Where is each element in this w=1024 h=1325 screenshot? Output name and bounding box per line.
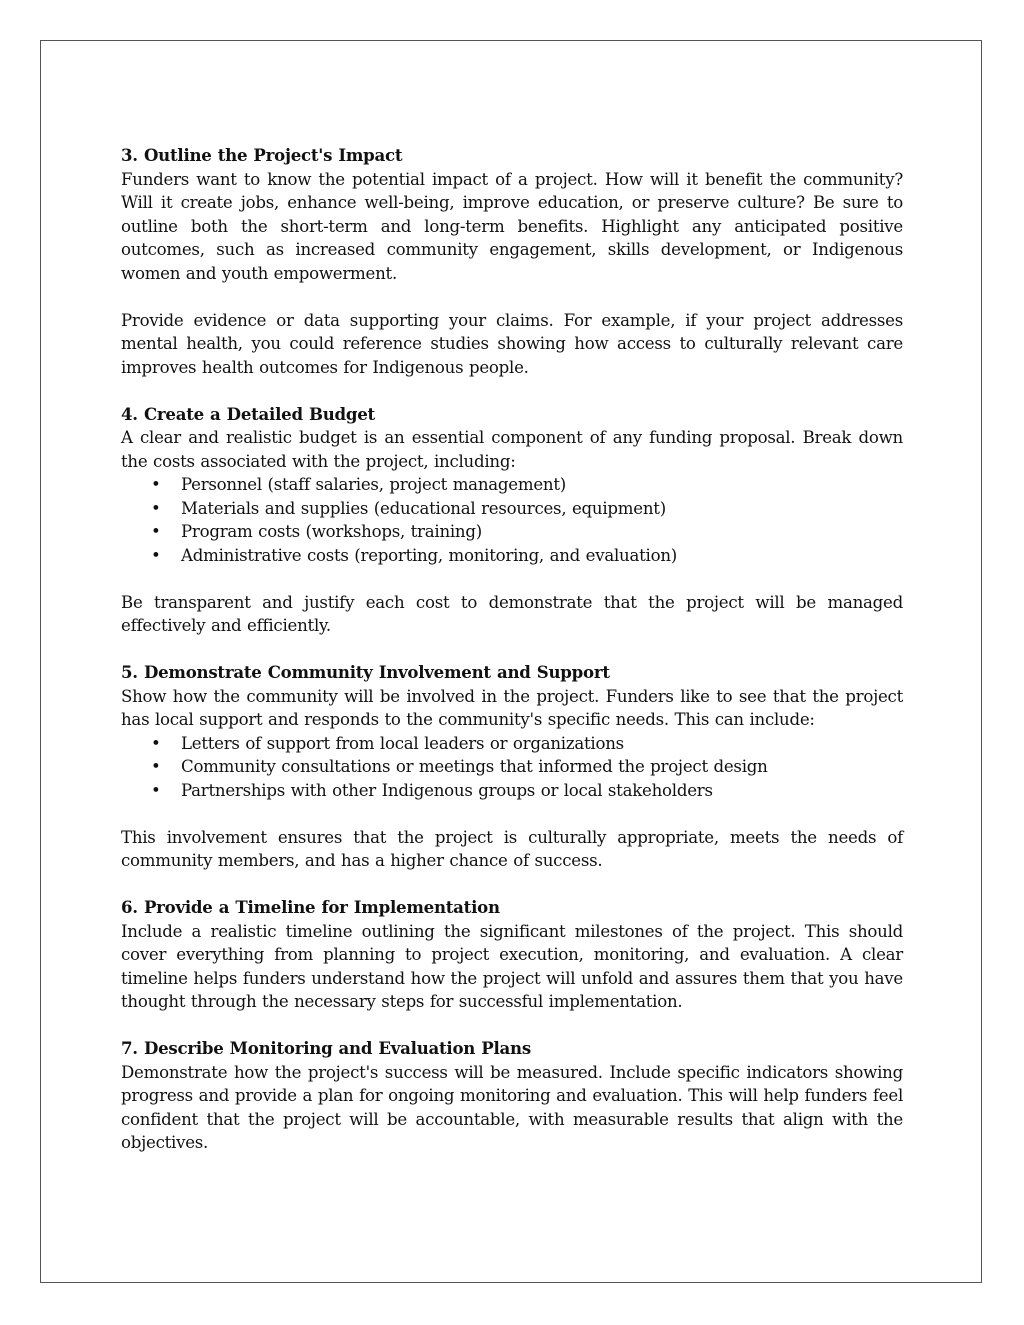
section-timeline [121, 896, 903, 1014]
section-heading: 7. Describe Monitoring and Evaluation Plans [121, 1038, 531, 1058]
list-item-text: Materials and supplies (educational resources, equipment) [181, 498, 666, 518]
paragraph: Demonstrate how the project's success will be measured. Include specific indicators showing progress and provide a plan for ongoing monitoring and evaluation. This will help funders feel confident that the project will be accountable, with measurable results that align with the objectives. [121, 1062, 903, 1152]
list-item [121, 473, 903, 497]
bullet-list [121, 732, 903, 803]
section-monitoring-evaluation [121, 1037, 903, 1155]
list-item-text: Community consultations or meetings that informed the project design [181, 757, 768, 776]
bullet-icon: • [151, 757, 161, 776]
document-body [121, 144, 903, 1155]
section-heading: 3. Outline the Project's Impact [121, 145, 403, 165]
list-item-text: Personnel (staff salaries, project management) [181, 475, 566, 494]
paragraph: Funders want to know the potential impact of a project. How will it benefit the community? Will it create jobs, enhance well-being, improve education, or preserve culture? Be sure to outline both the short-term and long-term benefits. Highlight any anticipated positive outcomes, such as increased community engagement, skills development, or Indigenous women and youth empowerment. [121, 169, 903, 283]
paragraph: This involvement ensures that the project is culturally appropriate, meets the needs of community members, and has a higher chance of success. [121, 827, 903, 870]
bullet-list [121, 473, 903, 567]
paragraph: Include a realistic timeline outlining the significant milestones of the project. This should cover everything from planning to project execution, monitoring, and evaluation. A clear timeline helps funders understand how the project will unfold and assures them that you have thought through the necessary steps for successful implementation. [121, 921, 903, 1011]
list-item-text: Letters of support from local leaders or organizations [181, 733, 624, 753]
bullet-icon: • [151, 498, 161, 518]
bullet-icon: • [151, 780, 161, 800]
section-heading: 4. Create a Detailed Budget [121, 403, 375, 424]
section-community-involvement [121, 661, 903, 873]
paragraph: Be transparent and justify each cost to demonstrate that the project will be managed effectively and efficiently. [121, 592, 903, 635]
list-item [121, 779, 903, 803]
section-heading: 6. Provide a Timeline for Implementation [121, 897, 500, 917]
list-item-text: Partnerships with other Indigenous groups or local stakeholders [181, 780, 713, 800]
section-heading: 5. Demonstrate Community Involvement and Support [121, 662, 610, 682]
list-item-text: Administrative costs (reporting, monitoring, and evaluation) [181, 545, 678, 565]
bullet-icon: • [151, 522, 161, 541]
bullet-icon: • [151, 475, 161, 494]
paragraph: Provide evidence or data supporting your claims. For example, if your project addresses mental health, you could reference studies showing how access to culturally relevant care improves health outcomes for Indigenous people. [121, 310, 903, 377]
paragraph: A clear and realistic budget is an essential component of any funding proposal. Break down the costs associated with the project, including: [121, 428, 903, 471]
list-item [121, 520, 903, 544]
list-item [121, 497, 903, 521]
section-detailed-budget [121, 403, 903, 638]
bullet-icon: • [151, 733, 161, 753]
list-item [121, 544, 903, 568]
section-project-impact [121, 144, 903, 379]
bullet-icon: • [151, 545, 161, 565]
list-item [121, 732, 903, 756]
list-item-text: Program costs (workshops, training) [181, 522, 482, 541]
paragraph: Show how the community will be involved in the project. Funders like to see that the project has local support and responds to the community's specific needs. This can include: [121, 686, 903, 729]
list-item [121, 755, 903, 779]
